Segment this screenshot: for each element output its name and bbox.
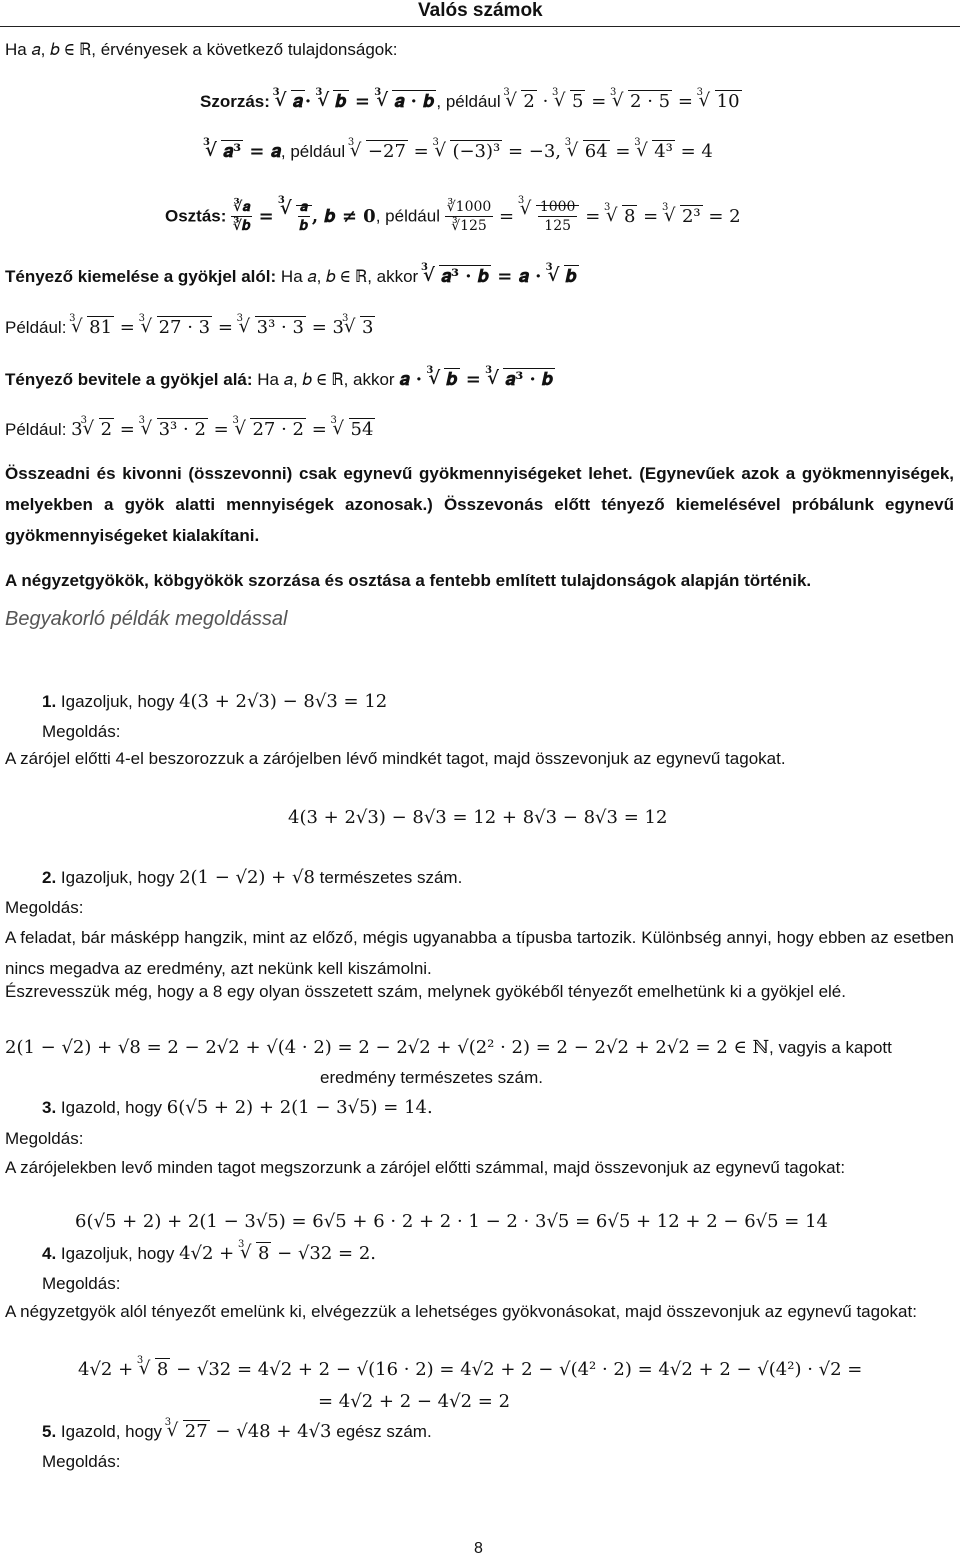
rule-label: Szorzás: xyxy=(200,92,270,111)
page-number: 8 xyxy=(474,1540,483,1557)
formula: 4√2 + √ 3 8 − √32 = 2. xyxy=(179,1243,376,1264)
header-title: Valós számok xyxy=(418,0,543,21)
example-formula: √ 3 2 · √ 3 5 = √ 3 2 · 5 = √ 3 10 xyxy=(505,91,741,112)
solution-label: Megoldás: xyxy=(5,898,84,917)
rule-text: Ha 𝑎, 𝑏 ∈ ℝ, akkor xyxy=(280,267,419,286)
bold-paragraph-2: A négyzetgyökök, köbgyökök szorzása és osztása a fentebb említett tulajdonságok alapján történik. xyxy=(5,571,812,590)
exercise-1-derivation: 4(3 + 2√3) − 8√3 = 12 + 8√3 − 8√3 = 12 xyxy=(288,807,668,828)
formula: √ 3 𝒂 · √ 3 𝒃 = √ 3 𝒂 · 𝒃 xyxy=(275,91,437,112)
exercise-3-derivation: 6(√5 + 2) + 2(1 − 3√5) = 6√5 + 6 · 2 + 2 · 1 − 2 · 3√5 = 6√5 + 12 + 2 − 6√5 = 14 xyxy=(75,1211,829,1232)
exercise-3-statement xyxy=(42,1096,954,1120)
solution-label: Megoldás: xyxy=(42,722,121,741)
exercise-tail: , vagyis a kapott xyxy=(769,1038,892,1057)
example-formula: √ 3 −27 = √ 3 (−3)³ = −3, √ 3 64 = √ 3 4³ = 4 xyxy=(350,141,713,162)
rule-text: , például xyxy=(436,92,501,111)
rule-multiplication xyxy=(200,87,954,114)
exercise-tail: természetes szám. xyxy=(319,868,463,887)
exercise-2-statement xyxy=(42,866,954,890)
formula: 4(3 + 2√3) − 8√3 = 12 xyxy=(179,691,388,712)
rule-power xyxy=(203,137,954,164)
rule-text: Ha 𝑎, 𝑏 ∈ ℝ, akkor xyxy=(257,370,395,389)
rule-text: , például xyxy=(375,206,440,226)
section-subtitle: Begyakorló példák megoldással xyxy=(5,608,288,630)
exercise-4-derivation: 4√2 + √ 3 8 − √32 = 4√2 + 2 − √(16 · 2) = 4√2 + 2 − √(4² · 2) = 4√2 + 2 − √(4²) · √2 = xyxy=(78,1358,954,1382)
exercise-number: 2. xyxy=(42,868,57,887)
rule-division xyxy=(165,195,954,235)
formula: $\frac{\text{∛𝒂}}{\text{∛𝒃}}$ = √ 3 $\frac{\text{𝒂}}{\text{𝒃}}$ , 𝒃 ≠ 𝟎 xyxy=(231,206,376,227)
exercise-number: 4. xyxy=(42,1244,57,1263)
formula: √ 3 𝒂³ · 𝒃 = 𝒂 · √ 3 𝒃 xyxy=(423,266,579,287)
example-2 xyxy=(5,415,954,442)
rule-factor-out xyxy=(5,262,954,289)
exercise-lead: Igazoljuk, hogy xyxy=(60,868,175,887)
exercise-4-statement xyxy=(42,1239,954,1266)
page-header xyxy=(0,0,960,27)
formula: 2(1 − √2) + √8 xyxy=(179,867,315,888)
exercise-number: 5. xyxy=(42,1422,57,1441)
exercise-lead: Igazoljuk, hogy xyxy=(60,692,175,711)
example-1 xyxy=(5,313,954,340)
exercise-lead: Igazold, hogy xyxy=(60,1098,163,1117)
formula: √ 3 81 = √ 3 27 · 3 = √ 3 3³ · 3 = 3 √ 3 3 xyxy=(71,317,375,338)
solution-label: Megoldás: xyxy=(42,1452,121,1471)
rule-label: Osztás: xyxy=(165,206,227,226)
rule-label: Tényező kiemelése a gyökjel alól: xyxy=(5,267,277,286)
exercise-1-statement xyxy=(42,690,954,714)
formula: √ 3 27 − √48 + 4√3 xyxy=(167,1421,332,1442)
exercise-lead: Igazold, hogy xyxy=(60,1422,163,1441)
solution-label: Megoldás: xyxy=(5,1129,84,1148)
exercise-number: 1. xyxy=(42,692,57,711)
exercise-4-derivation-2: = 4√2 + 2 − 4√2 = 2 xyxy=(318,1391,511,1412)
rule-text: , például xyxy=(280,142,346,161)
example-label: Például: xyxy=(5,420,67,439)
formula: 3 √ 3 2 = √ 3 3³ · 2 = √ 3 27 · 2 = √ 3 54 xyxy=(71,419,375,440)
formula: 𝒂 · √ 3 𝒃 = √ 3 𝒂³ · 𝒃 xyxy=(399,369,555,390)
intro-line: Ha 𝑎, 𝑏 ∈ ℝ, érvényesek a következő tulajdonságok: xyxy=(5,40,398,59)
formula: 6(√5 + 2) + 2(1 − 3√5) = 14. xyxy=(166,1097,433,1118)
formula: √ 3 𝒂³ = 𝒂 xyxy=(205,141,281,162)
exercise-tail: egész szám. xyxy=(336,1422,432,1441)
exercise-2-tail: eredmény természetes szám. xyxy=(320,1068,543,1087)
exercise-lead: Igazoljuk, hogy xyxy=(60,1244,175,1263)
exercise-2-text: A feladat, bár másképp hangzik, mint az előző, mégis ugyanabba a típusba tartozik. Különbség annyi, hogy ebben az esetben nincs megadva az eredmény, azt nekünk kell kiszámolni. xyxy=(5,928,954,978)
exercise-4-text: A négyzetgyök alól tényezőt emelünk ki, elvégezzük a lehetséges gyökvonásokat, majd összevonjuk az egynevű tagokat: xyxy=(5,1302,917,1321)
exercise-2-text-2: Észrevesszük még, hogy a 8 egy olyan összetett szám, melynek gyökéből tényezőt emelhetünk ki a gyökjel elé. xyxy=(5,982,846,1001)
example-label: Például: xyxy=(5,318,67,337)
rule-label: Tényező bevitele a gyökjel alá: xyxy=(5,370,253,389)
exercise-1-text: A zárójel előtti 4-el beszorozzuk a zárójelben lévő mindkét tagot, majd összevonjuk az egynevű tagokat. xyxy=(5,749,786,768)
exercise-5-statement xyxy=(42,1417,954,1444)
rule-factor-in xyxy=(5,365,954,392)
bold-paragraph: Összeadni és kivonni (összevonni) csak egynevű gyökmennyiségeket lehet. (Egynevűek azok a gyökmennyiségek, melyekben a gyök alatti mennyiségek azonosak.) Összevonás előtt tényező kiemelésével próbálunk egynevű gyökmennyiségeket kialakítani. xyxy=(5,464,954,545)
exercise-3-text: A zárójelekben levő minden tagot megszorzunk a zárójel előtti számmal, majd összevonjuk az egynevű tagokat: xyxy=(5,1158,846,1177)
example-formula: $\frac{∛1000}{∛125}$ = √ 3 $\frac{1000}{125}$ = √ 3 8 = √ 3 2³ = 2 xyxy=(445,206,741,227)
solution-label: Megoldás: xyxy=(42,1274,121,1293)
exercise-2-derivation: 2(1 − √2) + √8 = 2 − 2√2 + √(4 · 2) = 2 − 2√2 + √(2² · 2) = 2 − 2√2 + 2√2 = 2 ∈ ℕ, vagyis a kapott xyxy=(5,1037,892,1058)
exercise-number: 3. xyxy=(42,1098,57,1117)
